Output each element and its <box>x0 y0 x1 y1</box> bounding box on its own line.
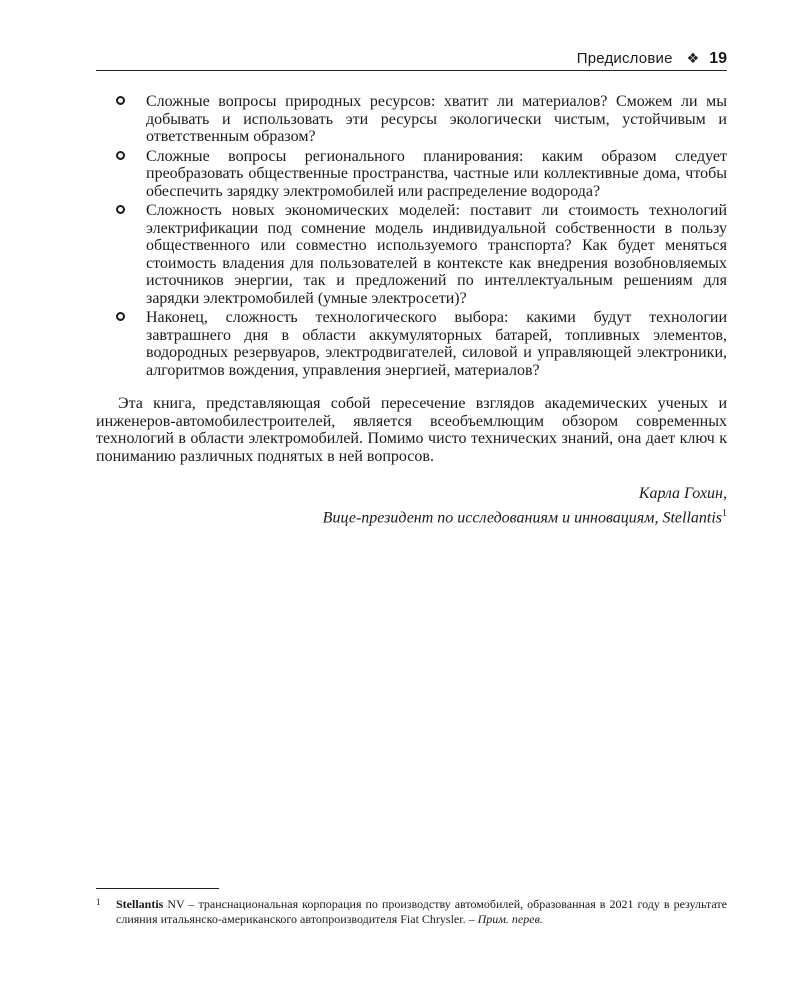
body-paragraph: Эта книга, представляющая собой пересечение взглядов академических ученых и инженеров-автомобилестроителей, является всеобъемлющим обзором современных технологий в области электромобилей. Помимо чисто технических знаний, она дает ключ к пониманию различных поднятых в ней вопросов. <box>96 395 727 465</box>
footnote <box>96 897 727 927</box>
signature-name: Карла Гохин, <box>638 485 727 502</box>
signature-position: Вице-президент по исследованиям и инновациям, Stellantis <box>322 508 722 526</box>
bullet-list <box>96 93 727 379</box>
chapter-title: Предисловие <box>576 50 673 67</box>
header-text <box>577 50 727 68</box>
circle-bullet-icon <box>116 205 125 214</box>
list-item <box>96 148 727 201</box>
list-item <box>96 93 727 146</box>
signature-position-line <box>96 505 727 527</box>
list-item-text: Сложные вопросы регионального планирования: каким образом следует преобразовать общественные пространства, частные или коллективные дома, чтобы обеспечить зарядку электромобилей или распределение водорода? <box>146 147 727 200</box>
footnote-divider <box>96 888 219 889</box>
footnote-term: Stellantis <box>116 897 164 911</box>
circle-bullet-icon <box>116 151 125 160</box>
footnote-reference[interactable]: 1 <box>722 507 727 519</box>
running-header <box>96 46 727 71</box>
circle-bullet-icon <box>116 312 125 321</box>
footnote-area <box>96 888 727 927</box>
fleuron-separator: ❖ <box>686 50 700 66</box>
list-item-text: Наконец, сложность технологического выбора: какими будут технологии завтрашнего дня в области аккумуляторных батарей, топливных элементов, водородных резервуаров, электродвигателей, силовой и управляющей электроники, алгоритмов вождения, управления энергией, материалов? <box>146 309 727 379</box>
signature-block <box>96 485 727 526</box>
circle-bullet-icon <box>116 96 125 105</box>
list-item <box>96 202 727 307</box>
footnote-text: NV – транснациональная корпорация по производству автомобилей, образованная в 2021 году в результате слияния итальянско-американского автопроизводителя Fiat Chrysler. – <box>116 897 727 926</box>
footnote-mark: 1 <box>96 897 101 907</box>
list-item <box>96 309 727 379</box>
main-content <box>96 93 727 528</box>
footnote-translator-note: Прим. перев. <box>477 912 543 926</box>
list-item-text: Сложность новых экономических моделей: поставит ли стоимость технологий электрификации под сомнение модель индивидуальной собственности в пользу общественного или совместно используемого транспорта? Как будет меняться стоимость владения для пользователей в контексте как внедрения возобновляемых источников энергии, так и предложений по интеллектуальным решениям для зарядки электромобилей (умные электросети)? <box>146 202 727 307</box>
list-item-text: Сложные вопросы природных ресурсов: хватит ли материалов? Сможем ли мы добывать и использовать эти ресурсы экологически чистым, устойчивым и ответственным образом? <box>146 93 727 145</box>
page-number: 19 <box>709 50 727 67</box>
